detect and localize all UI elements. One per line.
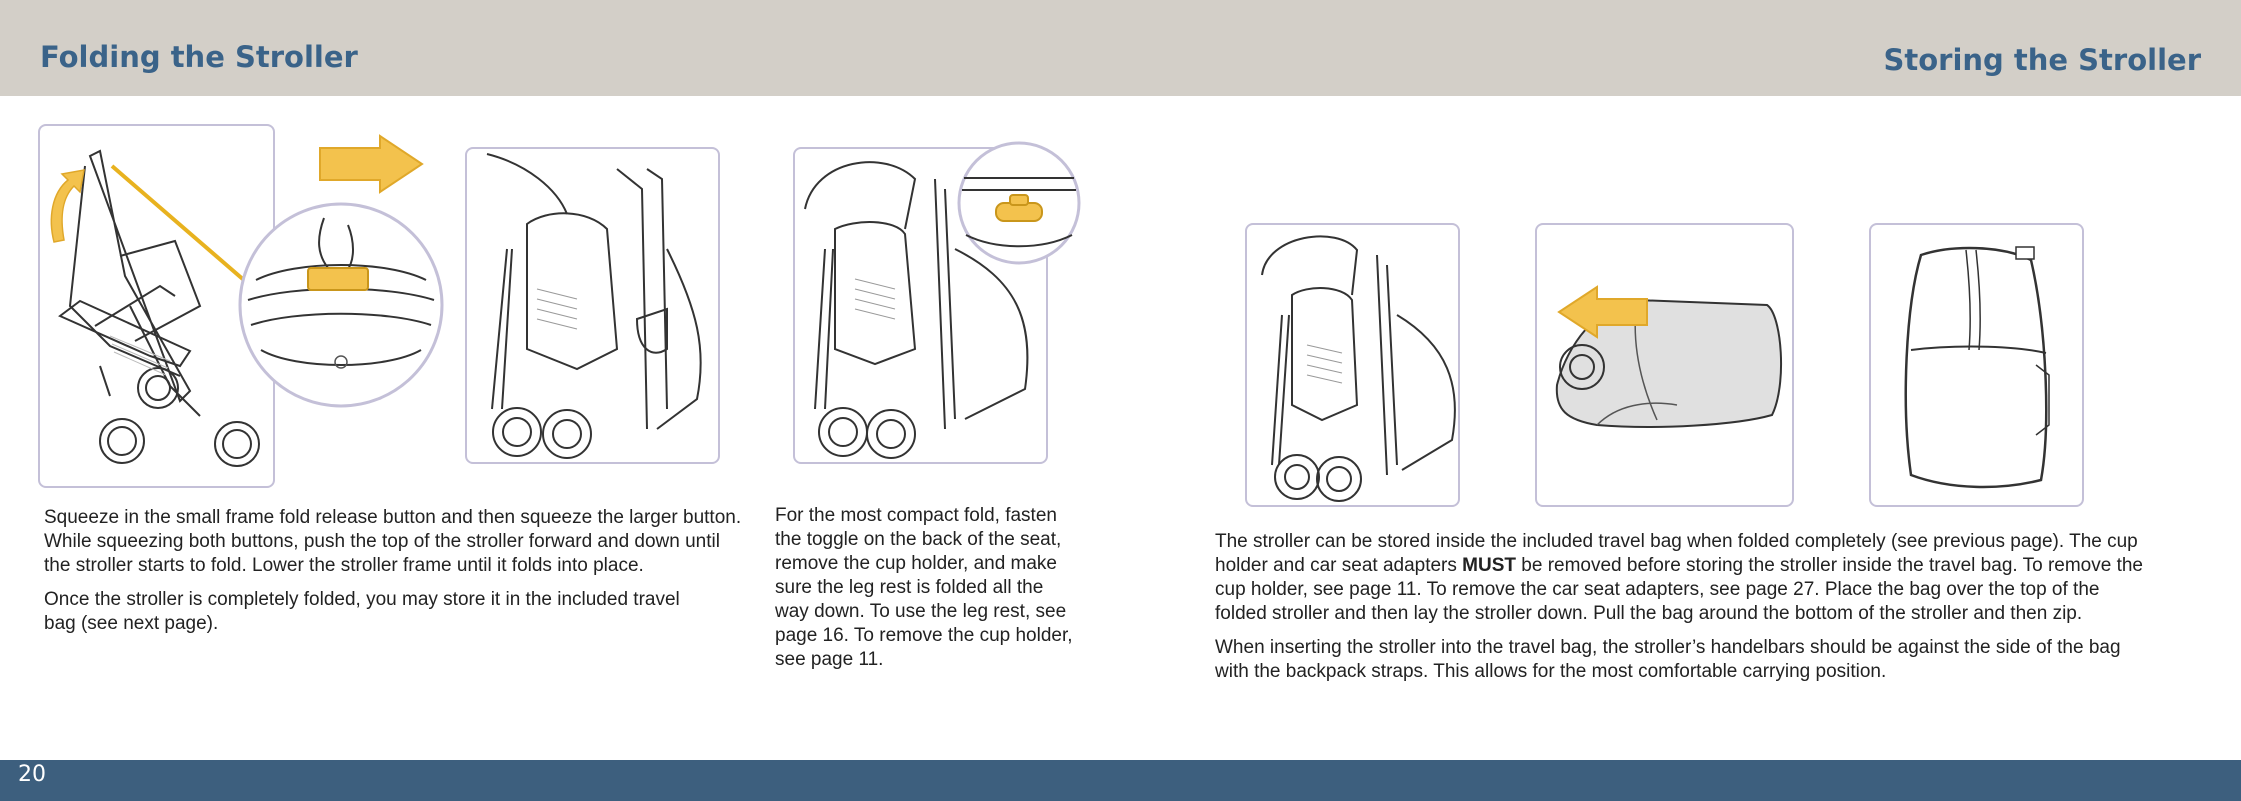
fold-release-button: [308, 268, 368, 290]
compact-fold-paragraph: For the most compact fold, fasten the toggle on the back of the seat, remove the cup holder, and make sure the leg rest is folded all the way down. To use the leg rest, see page 16. To remove the cup holder, see page 11.: [775, 505, 1073, 670]
stroller-bag-illustration: [1537, 225, 1796, 509]
storing-text-2: be removed before storing the stroller inside the travel bag. To remove the cup holder, see page 11. To remove the car seat adapters, see page 27. Place the bag over the top of the folded stroller and then lay the stroller down. Pull the bag around the bottom of the stroller and then zip.: [1215, 555, 2143, 624]
figure-stroller-in-bag: [1535, 223, 1794, 507]
right-arrow-icon: [318, 134, 428, 196]
travel-bag-illustration: [1871, 225, 2086, 509]
storing-paragraph-1: [1215, 530, 2145, 626]
stroller-folded-illustration: [467, 149, 722, 466]
must-emphasis: MUST: [1462, 555, 1516, 576]
figure-stroller-folded-side: [1245, 223, 1460, 507]
folding-step-paragraph: Squeeze in the small frame fold release button and then squeeze the larger button. While squeezing both buttons, push the top of the stroller forward and down until the stroller starts to fold. Lower the stroller frame until it folds into place.: [44, 507, 742, 576]
stroller-folded-side-illustration: [1247, 225, 1462, 509]
storing-text-1: The stroller can be stored inside the included travel bag when folded completely (see previous page). The cup holder and car seat adapters: [1215, 531, 2138, 576]
toggle-detail-magnifier: [956, 140, 1082, 266]
curved-up-arrow-icon: [46, 168, 86, 248]
folding-instructions: [44, 506, 744, 646]
figure-stroller-folded: [465, 147, 720, 464]
storing-paragraph-2: When inserting the stroller into the travel bag, the stroller’s handelbars should be against the side of the bag with the backpack straps. This allows for the most comfortable carrying position.: [1215, 637, 2121, 682]
left-arrow-icon: [1557, 285, 1649, 339]
figure-travel-bag: [1869, 223, 2084, 507]
section-title-folding: Folding the Stroller: [40, 40, 358, 74]
storing-instructions: [1215, 530, 2145, 694]
release-button-magnifier: [236, 200, 446, 410]
callout-line: [112, 166, 245, 281]
page-number: 20: [18, 762, 46, 787]
folding-storage-paragraph: Once the stroller is completely folded, you may store it in the included travel bag (see next page).: [44, 589, 680, 634]
footer-band: [0, 760, 2241, 801]
compact-fold-instructions: [775, 504, 1073, 682]
section-title-storing: Storing the Stroller: [1883, 43, 2201, 77]
